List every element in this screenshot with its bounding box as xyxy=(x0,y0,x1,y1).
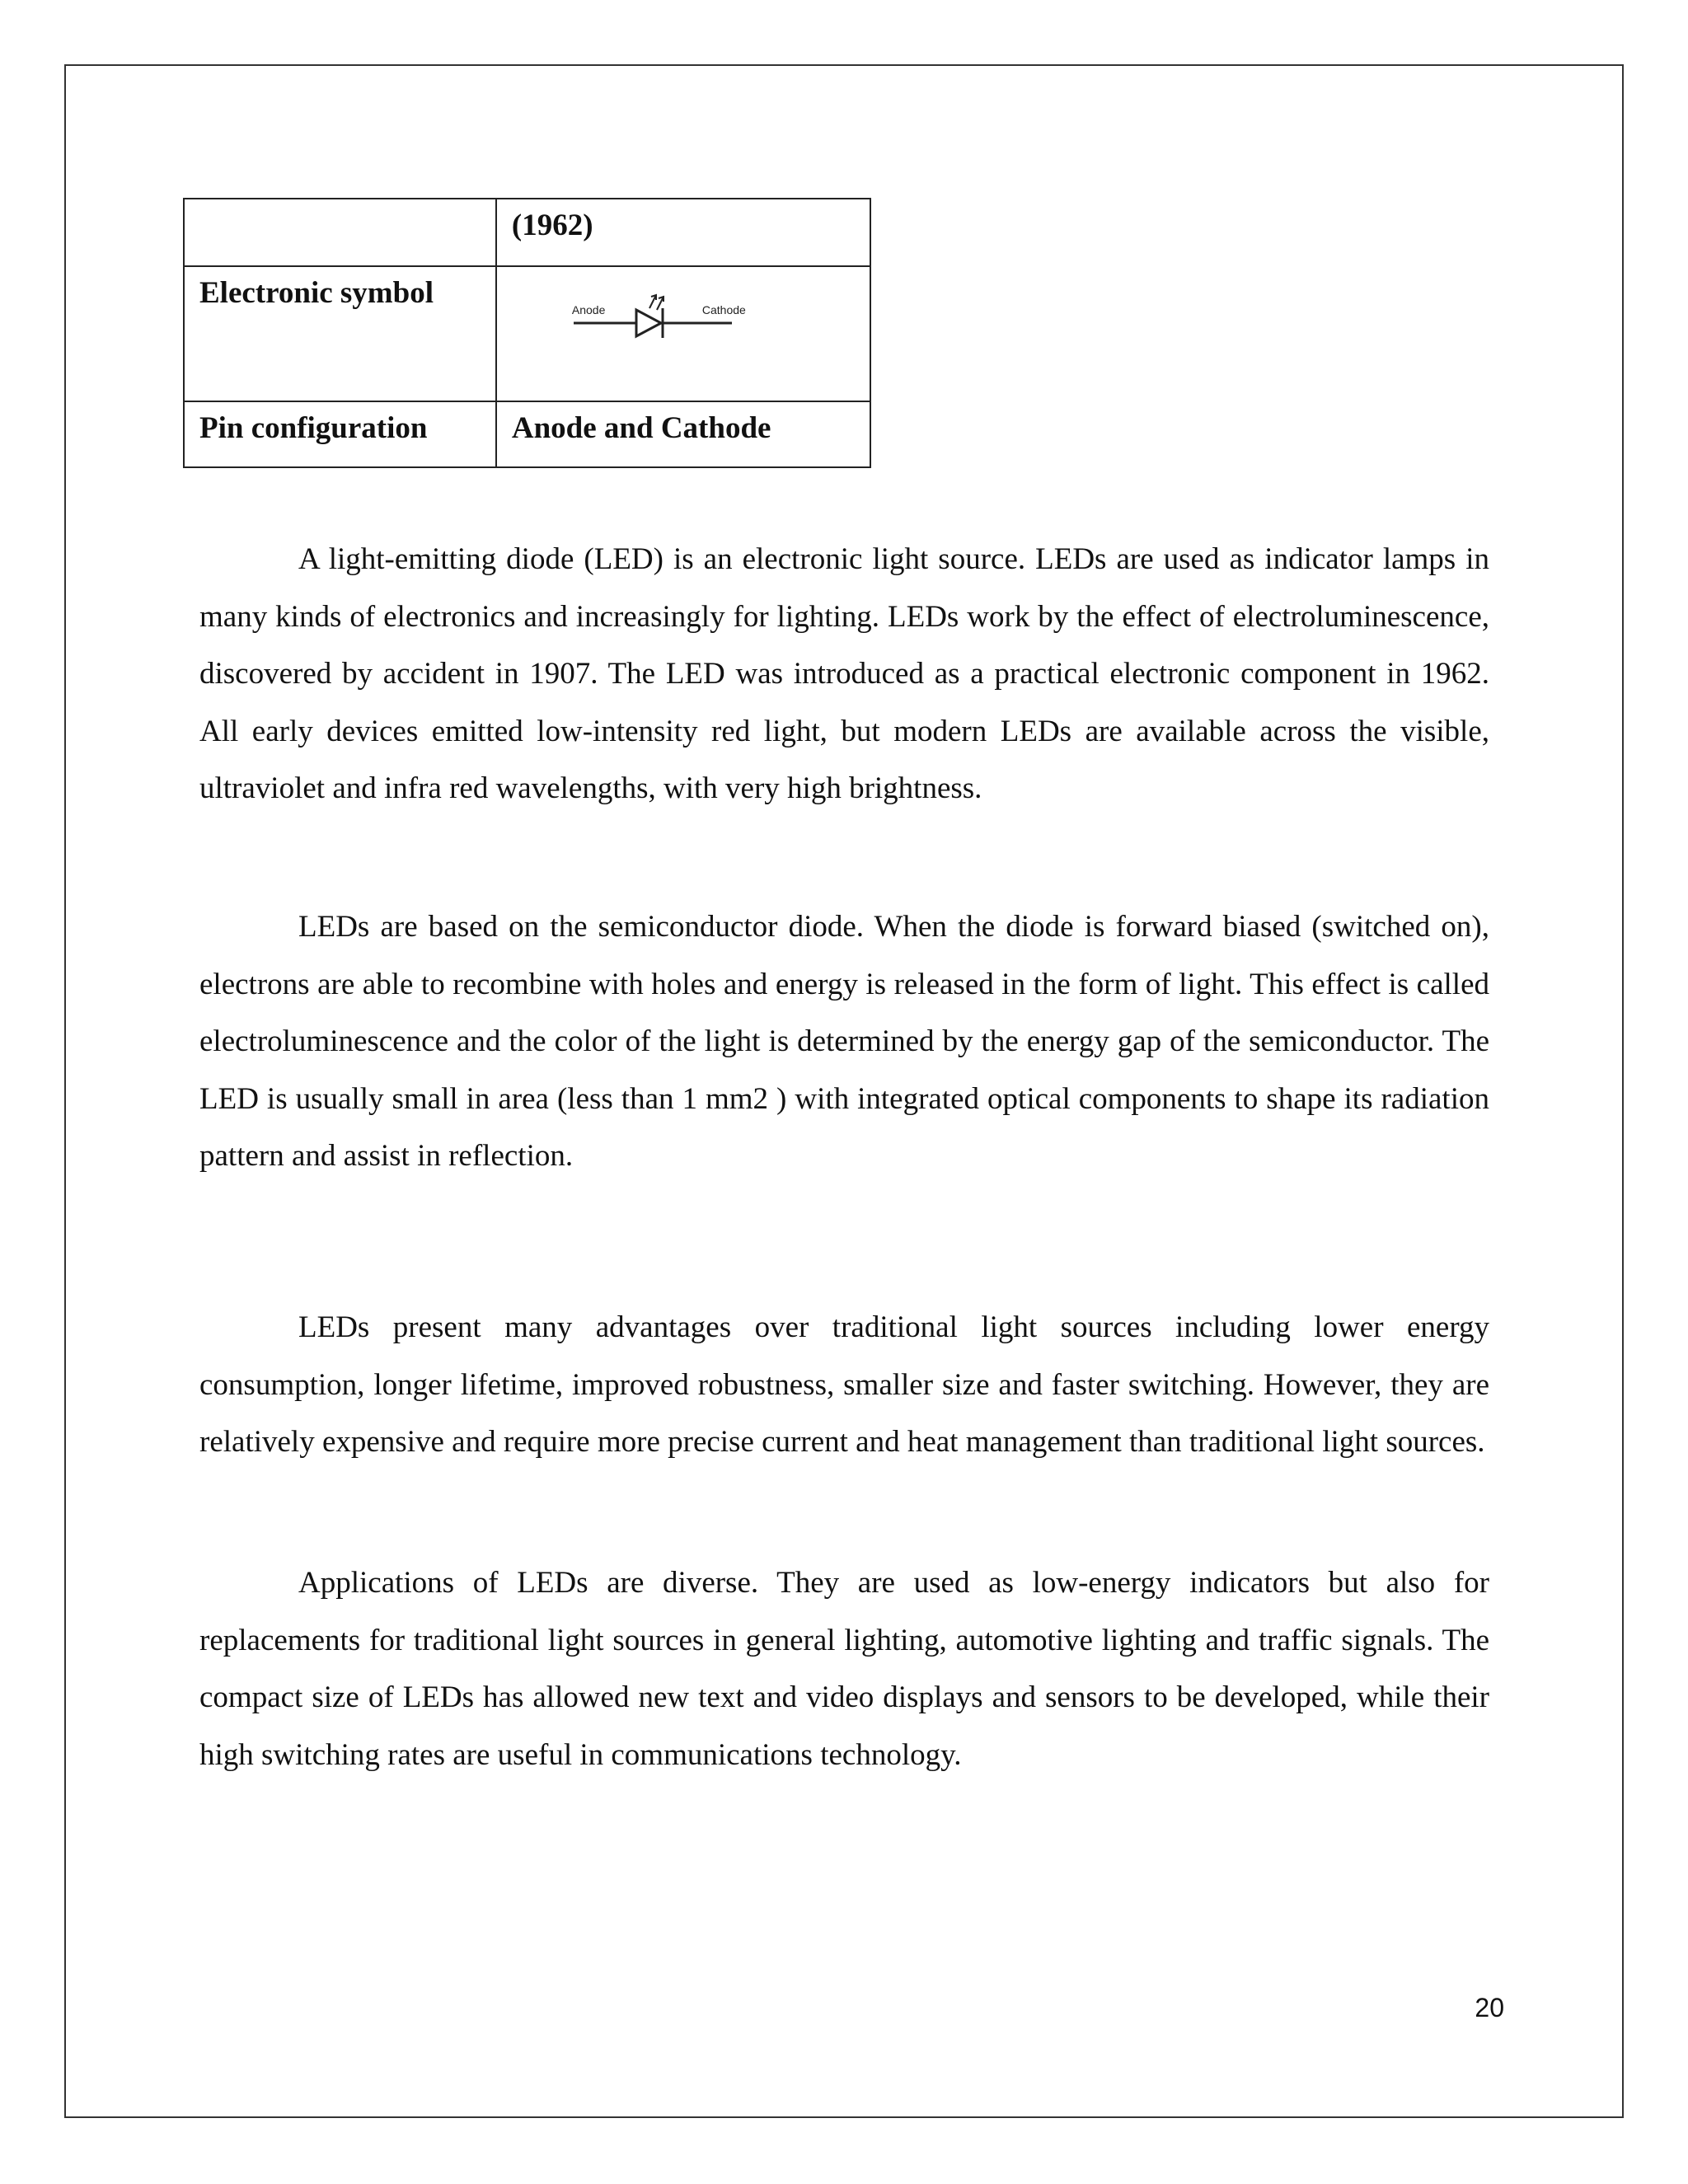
table-cell-electronic-symbol-label: Electronic symbol xyxy=(184,266,496,401)
table-cell-pin-configuration: Anode and Cathode xyxy=(496,401,870,467)
table-cell-electronic-symbol xyxy=(496,266,870,401)
led-symbol xyxy=(557,285,771,351)
table-cell-pin-configuration-label: Pin configuration xyxy=(184,401,496,467)
led-spec-table xyxy=(183,198,871,468)
page-number: 20 xyxy=(1475,1993,1504,2022)
table-cell-empty xyxy=(184,199,496,266)
anode-label: Anode xyxy=(571,303,606,316)
table-row xyxy=(184,199,870,266)
paragraph-advantages: LEDs present many advantages over traditional light sources including lower energy consumption, longer lifetime, improved robustness, smaller size and faster switching. However, they are relatively expensive and require more precise current and heat management than traditional light sources. xyxy=(199,1310,1489,1459)
paragraph-applications: Applications of LEDs are diverse. They are used as low-energy indicators but also for replacements for traditional light sources in general lighting, automotive lighting and traffic signals. The compact size of LEDs has allowed new text and video displays and sensors to be developed, while their high switching rates are useful in communications technology. xyxy=(199,1566,1489,1772)
table-row xyxy=(184,401,870,467)
table-row xyxy=(184,266,870,401)
cathode-label: Cathode xyxy=(701,303,746,316)
paragraph-intro: A light-emitting diode (LED) is an electronic light source. LEDs are used as indicator lamps in many kinds of electronics and increasingly for lighting. LEDs work by the effect of electroluminescence, discovered by accident in 1907. The LED was introduced as a practical electronic component in 1962. All early devices emitted low-intensity red light, but modern LEDs are available across the visible, ultraviolet and infra red wavelengths, with very high brightness. xyxy=(199,542,1489,805)
led-diode-icon xyxy=(557,285,771,351)
paragraph-semiconductor: LEDs are based on the semiconductor diode. When the diode is forward biased (switched on), electrons are able to recombine with holes and energy is released in the form of light. This effect is called electroluminescence and the color of the light is determined by the energy gap of the semiconductor. The LED is usually small in area (less than 1 mm2 ) with integrated optical components to shape its radiation pattern and assist in reflection. xyxy=(199,910,1489,1173)
table-cell-year: (1962) xyxy=(496,199,870,266)
